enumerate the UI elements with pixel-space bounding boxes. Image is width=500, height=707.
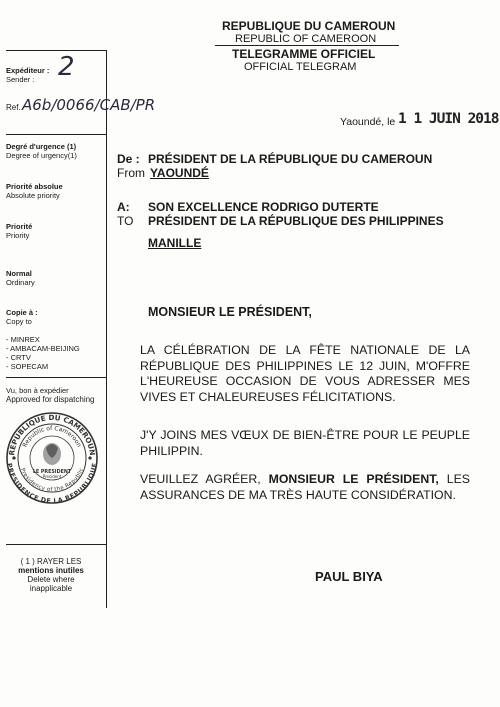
urgency-label-fr: Degré d'urgence (1): [6, 142, 77, 151]
priority-block: [6, 222, 104, 240]
seal-inner-top: Republic of Cameroon: [21, 424, 83, 449]
normal-fr: Normal: [6, 269, 32, 278]
seal-outer-bottom: PRESIDENCE DE LA REPUBLIQUE: [5, 462, 99, 506]
priority-en: Priority: [6, 231, 30, 240]
to-title: PRÉSIDENT DE LA RÉPUBLIQUE DES PHILIPPINES: [148, 214, 444, 228]
absolute-priority-block: [6, 182, 104, 200]
sender-block: [6, 66, 104, 84]
copy-item: - CRTV: [6, 353, 31, 362]
urgency-block: [6, 142, 104, 160]
strike-note-fr-1: ( 1 ) RAYER LES: [20, 557, 82, 566]
ref-label: Ref.: [6, 103, 21, 112]
approval-block: [6, 386, 104, 404]
signature: PAUL BIYA: [315, 569, 383, 584]
to-city: MANILLE: [148, 236, 202, 250]
sidebar-vertical-line: [106, 50, 107, 608]
from-city: YAOUNDÉ: [150, 166, 209, 180]
strike-note: [8, 557, 94, 593]
urgency-label-en: Degree of urgency(1): [6, 151, 77, 160]
seal-center-1: LE PRESIDENT: [32, 470, 72, 475]
strike-note-en-2: inapplicable: [29, 584, 73, 593]
copy-item: - SOPECAM: [6, 362, 49, 371]
copy-en: Copy to: [6, 317, 32, 326]
date-place: Yaoundé, le: [340, 116, 396, 128]
from-label-fr: De :: [117, 152, 140, 166]
approval-en: Approved for dispatching: [6, 395, 95, 404]
to-label-fr: A:: [117, 200, 130, 214]
sidebar-top-line: [6, 50, 106, 51]
normal-en: Ordinary: [6, 278, 35, 287]
header-divider: [215, 45, 399, 46]
sidebar-divider-1: [6, 134, 106, 135]
from-label-en: From: [117, 166, 145, 180]
to-label-en: TO: [117, 214, 134, 228]
strike-note-fr-2: mentions inutiles: [18, 566, 84, 575]
from-name: PRÉSIDENT DE LA RÉPUBLIQUE DU CAMEROUN: [148, 152, 433, 166]
header-telegram-en: OFFICIAL TELEGRAM: [244, 61, 357, 73]
date-stamp: 1 1 JUIN 2018: [398, 111, 499, 127]
to-name: SON EXCELLENCE RODRIGO DUTERTE: [148, 200, 379, 214]
header-republic-en: REPUBLIC OF CAMEROON: [235, 33, 377, 45]
presidency-seal-icon: [4, 410, 100, 506]
absolute-priority-en: Absolute priority: [6, 191, 60, 200]
sidebar-divider-2: [6, 377, 106, 378]
copy-item: - MINREX: [6, 335, 40, 344]
sender-label-fr: Expéditeur :: [6, 66, 50, 75]
priority-fr: Priorité: [6, 222, 33, 231]
copy-item: - AMBACAM-BEIJING: [6, 344, 80, 353]
sender-label-en: Sender :: [6, 75, 35, 84]
copy-fr: Copie à :: [6, 308, 38, 317]
header-republic-fr: REPUBLIQUE DU CAMEROUN: [222, 19, 396, 33]
absolute-priority-fr: Priorité absolue: [6, 182, 63, 191]
paragraph-3: [140, 472, 470, 503]
copy-list: [6, 335, 104, 371]
paragraph-2: J'Y JOINS MES VŒUX DE BIEN-ÊTRE POUR LE PEUPLE PHILIPPIN.: [140, 428, 470, 458]
approval-fr: Vu, bon à expédier: [6, 386, 69, 395]
seal-center-2: President: [42, 474, 62, 479]
paragraph-3-bold: MONSIEUR LE PRÉSIDENT,: [268, 472, 439, 486]
ref-handwritten: A6b/0066/CAB/PR: [22, 96, 156, 114]
copy-block: [6, 308, 104, 326]
header-telegram-fr: TELEGRAMME OFFICIEL: [232, 47, 376, 61]
strike-note-en-1: Delete where: [27, 575, 75, 584]
sender-handwritten: 2: [58, 52, 75, 82]
salutation: MONSIEUR LE PRÉSIDENT,: [148, 305, 312, 319]
paragraph-3-post: LES ASSURANCES DE MA TRÈS HAUTE CONSIDÉRATION.: [140, 472, 470, 502]
sidebar-divider-3: [6, 544, 106, 545]
seal-outer-top: REPUBLIQUE DU CAMEROUN: [7, 412, 97, 456]
paragraph-3-pre: VEUILLEZ AGRÉER,: [140, 472, 261, 486]
seal-inner-bottom: Presidency of the Republic: [19, 467, 85, 494]
normal-block: [6, 269, 104, 287]
paragraph-1: LA CÉLÉBRATION DE LA FÊTE NATIONALE DE LA RÉPUBLIQUE DES PHILIPPINES LE 12 JUIN, M'OFFRE L'HEUREUSE OCCASION DE VOUS ADRESSER MES VIVES ET CHALEUREUSES FÉLICITATIONS.: [140, 343, 470, 404]
